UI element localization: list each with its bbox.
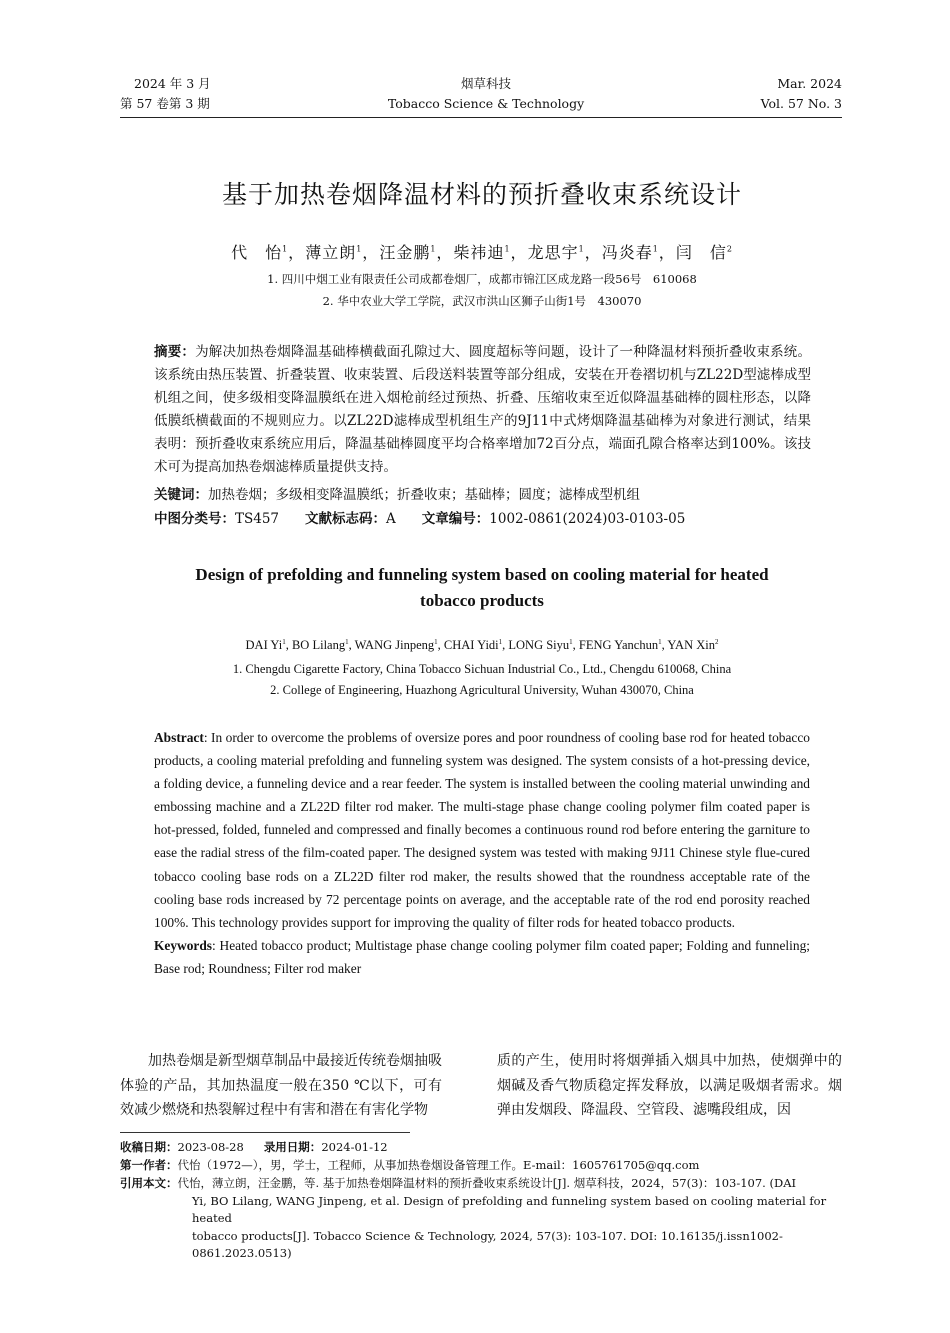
header-issue-zh: 第 57 卷第 3 期 xyxy=(120,96,210,111)
body-column-right: 质的产生，使用时将烟弹插入烟具中加热，使烟弹中的烟碱及香气物质稳定挥发释放，以满足吸烟者需求。烟弹由发烟段、降温段、空管段、滤嘴段组成，因 xyxy=(497,1053,842,1118)
abstract-en: Abstract: In order to overcome the problems of oversize pores and poor roundness of cooling base rod for heated tobacco products, a cooling material prefolding and funneling system was designed. The system consists of a hot-pressing device, a folding device, a funneling device and a rear feeder. The system is installed between the cooling material unwinding and embossing machine and a ZL22D filter rod maker. The multi-stage phase change cooling polymer film coated paper is hot-pressed, folded, funneled and compressed and finally becomes a continuous round rod before entering the garniture to ease the radial stress of the film-coated paper. The designed system was tested with making 9J11 Chinese style flue-cured tobacco cooling base rods on a ZL22D filter rod maker, the results showed that the roundness acceptable rate of the cooling base rods increased by 72 percentage points on average, and the acceptable rate of the rod end porosity reached 100%. This technology provides support for improving the quality of filter rods for heated tobacco products. Keywords: Heated tobacco product; Multistage phase change cooling polymer film coated paper; Folding and funneling; Base rod; Roundness; Filter rod maker xyxy=(154,730,810,976)
author-en: WANG Jinpeng$^1$ xyxy=(354,638,438,653)
header-date-en: Mar. 2024 xyxy=(777,76,842,91)
affiliation-en-1: 1. Chengdu Cigarette Factory, China Tobacco Sichuan Industrial Co., Ltd., Chengdu 610068, China xyxy=(232,662,732,676)
abstract-zh-label: 摘要： xyxy=(154,344,196,360)
author-zh: 冯炎春$^1$ xyxy=(601,243,659,262)
author-en: DAI Yi$^1$ xyxy=(245,638,286,653)
citation-line-3: tobacco products[J]. Tobacco Science & Technology, 2024, 57(3): 103-107. DOI: 10.16135/j.issn1002-0861.2023.0513) xyxy=(192,1228,783,1260)
author-en: CHAI Yidi$^1$ xyxy=(443,638,503,653)
doc-code-value: A xyxy=(386,511,396,527)
classification-line xyxy=(154,508,811,531)
header-date-zh: 2024 年 3 月 xyxy=(134,76,211,91)
author-zh: 闫 信$^2$ xyxy=(675,243,733,262)
keywords-en-text: Heated tobacco product; Multistage phase change cooling polymer film coated paper; Folding and funneling; Base rod; Roundness; Filter rod maker xyxy=(154,937,810,976)
header-issue-en: Vol. 57 No. 3 xyxy=(760,96,842,111)
accepted-label: 录用日期： xyxy=(263,1140,322,1154)
running-header-right xyxy=(761,74,842,114)
keywords-zh-label: 关键词： xyxy=(154,487,208,503)
abstract-en-label: Abstract xyxy=(154,730,204,745)
body-column-left: 加热卷烟是新型烟草制品中最接近传统卷烟抽吸体验的产品，其加热温度一般在350 ℃以下，可有效减少燃烧和热裂解过程中有害和潜在有害化学物 xyxy=(120,1053,442,1118)
author-en: LONG Siyu$^1$ xyxy=(508,638,573,653)
author-zh: 薄立朗$^1$ xyxy=(305,243,363,262)
article-number-value: 1002-0861(2024)03-0103-05 xyxy=(489,511,686,527)
keywords-zh-text: 加热卷烟；多级相变降温膜纸；折叠收束；基础棒；圆度；滤棒成型机组 xyxy=(208,487,640,503)
affiliation-en-2: 2. College of Engineering, Huazhong Agricultural University, Wuhan 430070, China xyxy=(270,683,694,697)
author-zh: 代 怡$^1$ xyxy=(231,243,289,262)
affiliation-zh-2: 2. 华中农业大学工学院，武汉市洪山区狮子山街1号 430070 xyxy=(322,294,642,308)
footnote-citation xyxy=(120,1175,842,1263)
abstract-en-text: In order to overcome the problems of oversize pores and poor roundness of cooling base rod for heated tobacco products, a cooling material prefolding and funneling system was designed. The system consists of a hot-pressing device, a folding device, a funneling device and a rear feeder. The system is installed between the cooling material unwinding and embossing machine and a ZL22D filter rod maker. The multi-stage phase change cooling polymer film coated paper is hot-pressed, folded, funneled and compressed and finally becomes a continuous round rod before entering the garniture to ease the radial stress of the film-coated paper. The designed system was tested with making 9J11 Chinese style flue-cured tobacco cooling base rods on a ZL22D filter rod maker, the results showed that the roundness acceptable rate of the cooling base rods increased by 72 percentage points on average, and the acceptable rate of the rod end porosity reached 100%. This technology provides support for improving the quality of filter rods for heated tobacco products. xyxy=(154,730,810,930)
footnote-rule xyxy=(120,1132,410,1133)
header-rule xyxy=(120,117,842,118)
paper-title-en-text: Design of prefolding and funneling system based on cooling material for heated tobacco products xyxy=(195,565,769,610)
article-number-label: 文章编号： xyxy=(421,511,490,527)
paper-title-zh: 基于加热卷烟降温材料的预折叠收束系统设计 xyxy=(221,180,742,209)
first-author-label: 第一作者： xyxy=(120,1158,178,1172)
citation-label: 引用本文： xyxy=(120,1176,178,1190)
author-zh: 柴祎迪$^1$ xyxy=(453,243,511,262)
keywords-en-label: Keywords xyxy=(154,937,213,953)
running-header-left xyxy=(120,74,211,114)
author-en: FENG Yanchun$^1$ xyxy=(578,638,662,653)
abstract-zh xyxy=(154,341,811,479)
keywords-zh xyxy=(154,484,811,507)
received-label: 收稿日期： xyxy=(120,1140,178,1154)
header-journal-zh: 烟草科技 xyxy=(460,76,511,91)
citation-line-1: 代怡，薄立朗，汪金鹏，等. 基于加热卷烟降温材料的预折叠收束系统设计[J]. 烟草科技，2024，57(3)：103-107. (DAI xyxy=(177,1176,797,1190)
footnote-first-author xyxy=(120,1157,842,1175)
paper-title-en xyxy=(0,562,950,614)
author-zh: 汪金鹏$^1$ xyxy=(379,243,437,262)
abstract-zh-text: 为解决加热卷烟降温基础棒横截面孔隙过大、圆度超标等问题，设计了一种降温材料预折叠收束系统。该系统由热压装置、折叠装置、收束装置、后段送料装置等部分组成，安装在开卷褶切机与ZL22D型滤棒成型机组之间，使多级相变降温膜纸在进入烟枪前经过预热、折叠、压缩收束至近似降温基础棒的圆柱形态，以降低膜纸横截面的不规则应力。以ZL22D滤棒成型机组生产的9J11中式烤烟降温基础棒为对象进行测试，结果表明：预折叠收束系统应用后，降温基础棒圆度平均合格率增加72百分点，端面孔隙合格率达到100%。该技术可为提高加热卷烟滤棒质量提供支持。 xyxy=(154,344,812,475)
accepted-date: 2024-01-12 xyxy=(321,1140,388,1154)
first-author-text: 代怡（1972—），男，学士，工程师，从事加热卷烟设备管理工作。E-mail：1605761705@qq.com xyxy=(177,1158,700,1172)
footnote-dates xyxy=(120,1139,842,1157)
header-journal-en: Tobacco Science & Technology xyxy=(387,96,585,111)
author-en: BO Lilang$^1$ xyxy=(291,638,349,653)
clc-value: TS457 xyxy=(235,511,280,527)
author-list-zh: 代 怡$^1$，薄立朗$^1$，汪金鹏$^1$，柴祎迪$^1$，龙思宇$^1$，冯炎春$^1$，闫 信$^2$ xyxy=(231,243,733,262)
running-header-center xyxy=(300,74,672,114)
doc-code-label: 文献标志码： xyxy=(305,511,387,527)
citation-line-2: Yi, BO Lilang, WANG Jinpeng, et al. Design of prefolding and funneling system based on cooling material for heated xyxy=(192,1193,827,1225)
author-zh: 龙思宇$^1$ xyxy=(527,243,585,262)
author-en: YAN Xin$^2$ xyxy=(667,638,719,653)
author-list-en: DAI Yi$^1$, BO Lilang$^1$, WANG Jinpeng$^1$, CHAI Yidi$^1$, LONG Siyu$^1$, FENG Yanchun$^1$, YAN Xin$^2$ xyxy=(245,638,719,653)
affiliation-zh-1: 1. 四川中烟工业有限责任公司成都卷烟厂，成都市锦江区成龙路一段56号 610068 xyxy=(267,272,697,286)
clc-label: 中图分类号： xyxy=(154,511,235,527)
received-date: 2023-08-28 xyxy=(177,1140,244,1154)
